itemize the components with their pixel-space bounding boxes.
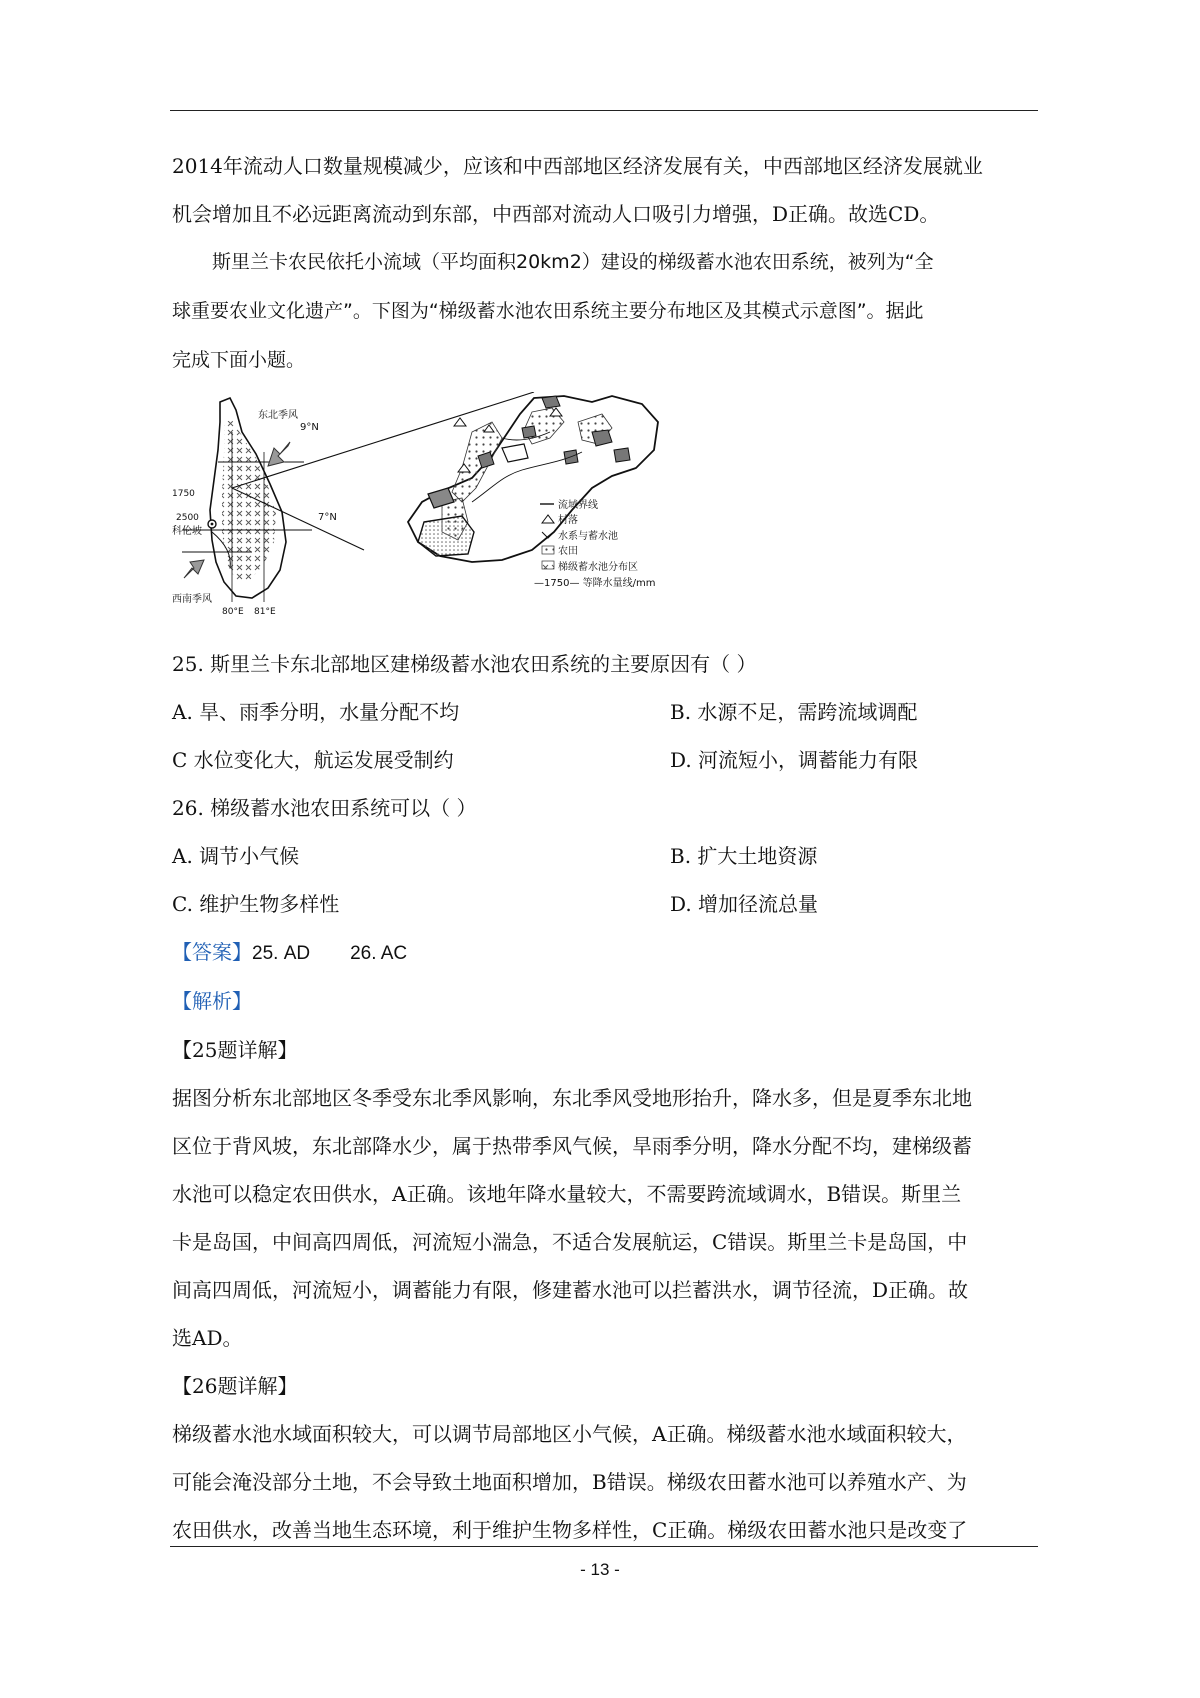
label-iso-1750: 1750	[172, 489, 195, 499]
sw-monsoon-arrow	[184, 560, 204, 578]
label-9n: 9°N	[300, 422, 319, 433]
q26-stem: 26. 梯级蓄水池农田系统可以（ ）	[172, 796, 477, 820]
footer-rule	[170, 1546, 1038, 1547]
detail25-line-5: 间高四周低，河流短小，调蓄能力有限，修建蓄水池可以拦蓄洪水，调节径流，D正确。故	[172, 1278, 969, 1302]
legend-water: 水系与蓄水池	[558, 531, 618, 542]
detail25-line-6: 选AD。	[172, 1326, 243, 1350]
answer-26: 26. AC	[350, 943, 408, 964]
header-rule	[170, 110, 1038, 111]
sri-lanka-tank-system-figure	[172, 392, 752, 618]
label-7n: 7°N	[318, 512, 337, 523]
legend-distribution: 梯级蓄水池分布区	[558, 562, 638, 573]
legend-boundary: 流域界线	[558, 500, 598, 511]
passage-line-2: 球重要农业文化遗产”。下图为“梯级蓄水池农田系统主要分布地区及其模式示意图”。据此	[172, 300, 924, 322]
answer-label: 【答案】	[172, 940, 252, 964]
label-colombo: 科伦坡	[172, 526, 202, 537]
label-ne-monsoon: 东北季风	[258, 410, 298, 421]
detail25-line-2: 区位于背风坡，东北部降水少，属于热带季风气候，旱雨季分明，降水分配不均，建梯级蓄	[172, 1134, 972, 1158]
island-map	[182, 398, 312, 602]
detail26-line-2: 可能会淹没部分土地，不会导致土地面积增加，B错误。梯级农田蓄水池可以养殖水产、为	[172, 1470, 967, 1494]
q25-option-d: D. 河流短小，调蓄能力有限	[670, 748, 919, 772]
page-number: - 13 -	[580, 1560, 620, 1579]
passage-line-1: 斯里兰卡农民依托小流域（平均面积20km2）建设的梯级蓄水池农田系统，被列为“全	[212, 251, 934, 273]
q26-option-d: D. 增加径流总量	[670, 892, 819, 916]
detail25-line-3: 水池可以稳定农田供水，A正确。该地年降水量较大，不需要跨流域调水，B错误。斯里兰	[172, 1182, 962, 1206]
q25-option-b: B. 水源不足，需跨流域调配	[670, 700, 918, 724]
detail25-title: 【25题详解】	[172, 1038, 298, 1062]
label-81e: 81°E	[254, 607, 276, 617]
detail26-title: 【26题详解】	[172, 1374, 298, 1398]
legend-isohyet: —1750— 等降水量线/mm	[534, 578, 656, 589]
q26-option-c: C. 维护生物多样性	[172, 892, 340, 916]
answer-25: 25. AD	[252, 943, 311, 964]
legend-village: 村落	[558, 515, 578, 526]
analysis-label: 【解析】	[172, 989, 252, 1013]
legend-farmland: 农田	[558, 546, 578, 557]
intro-line-1: 2014年流动人口数量规模减少，应该和中西部地区经济发展有关，中西部地区经济发展就业	[172, 154, 983, 178]
q26-option-a: A. 调节小气候	[172, 844, 300, 868]
q25-option-c: C 水位变化大，航运发展受制约	[172, 748, 454, 772]
q26-option-b: B. 扩大土地资源	[670, 844, 818, 868]
catchment-model	[408, 396, 658, 562]
detail26-line-1: 梯级蓄水池水域面积较大，可以调节局部地区小气候，A正确。梯级蓄水池水域面积较大，	[172, 1422, 967, 1446]
answer-line	[172, 936, 407, 965]
q25-stem: 25. 斯里兰卡东北部地区建梯级蓄水池农田系统的主要原因有（ ）	[172, 652, 757, 676]
detail25-line-4: 卡是岛国，中间高四周低，河流短小湍急，不适合发展航运，C错误。斯里兰卡是岛国，中	[172, 1230, 968, 1254]
detail26-line-3: 农田供水，改善当地生态环境，利于维护生物多样性，C正确。梯级农田蓄水池只是改变了	[172, 1518, 968, 1542]
q25-option-a: A. 旱、雨季分明，水量分配不均	[172, 700, 460, 724]
detail25-line-1: 据图分析东北部地区冬季受东北季风影响，东北季风受地形抬升，降水多，但是夏季东北地	[172, 1086, 972, 1110]
label-sw-monsoon: 西南季风	[172, 594, 212, 605]
passage-line-3: 完成下面小题。	[172, 349, 306, 371]
label-iso-2500: 2500	[176, 513, 199, 523]
label-80e: 80°E	[222, 607, 244, 617]
intro-line-2: 机会增加且不必远距离流动到东部，中西部对流动人口吸引力增强，D正确。故选CD。	[172, 202, 940, 226]
